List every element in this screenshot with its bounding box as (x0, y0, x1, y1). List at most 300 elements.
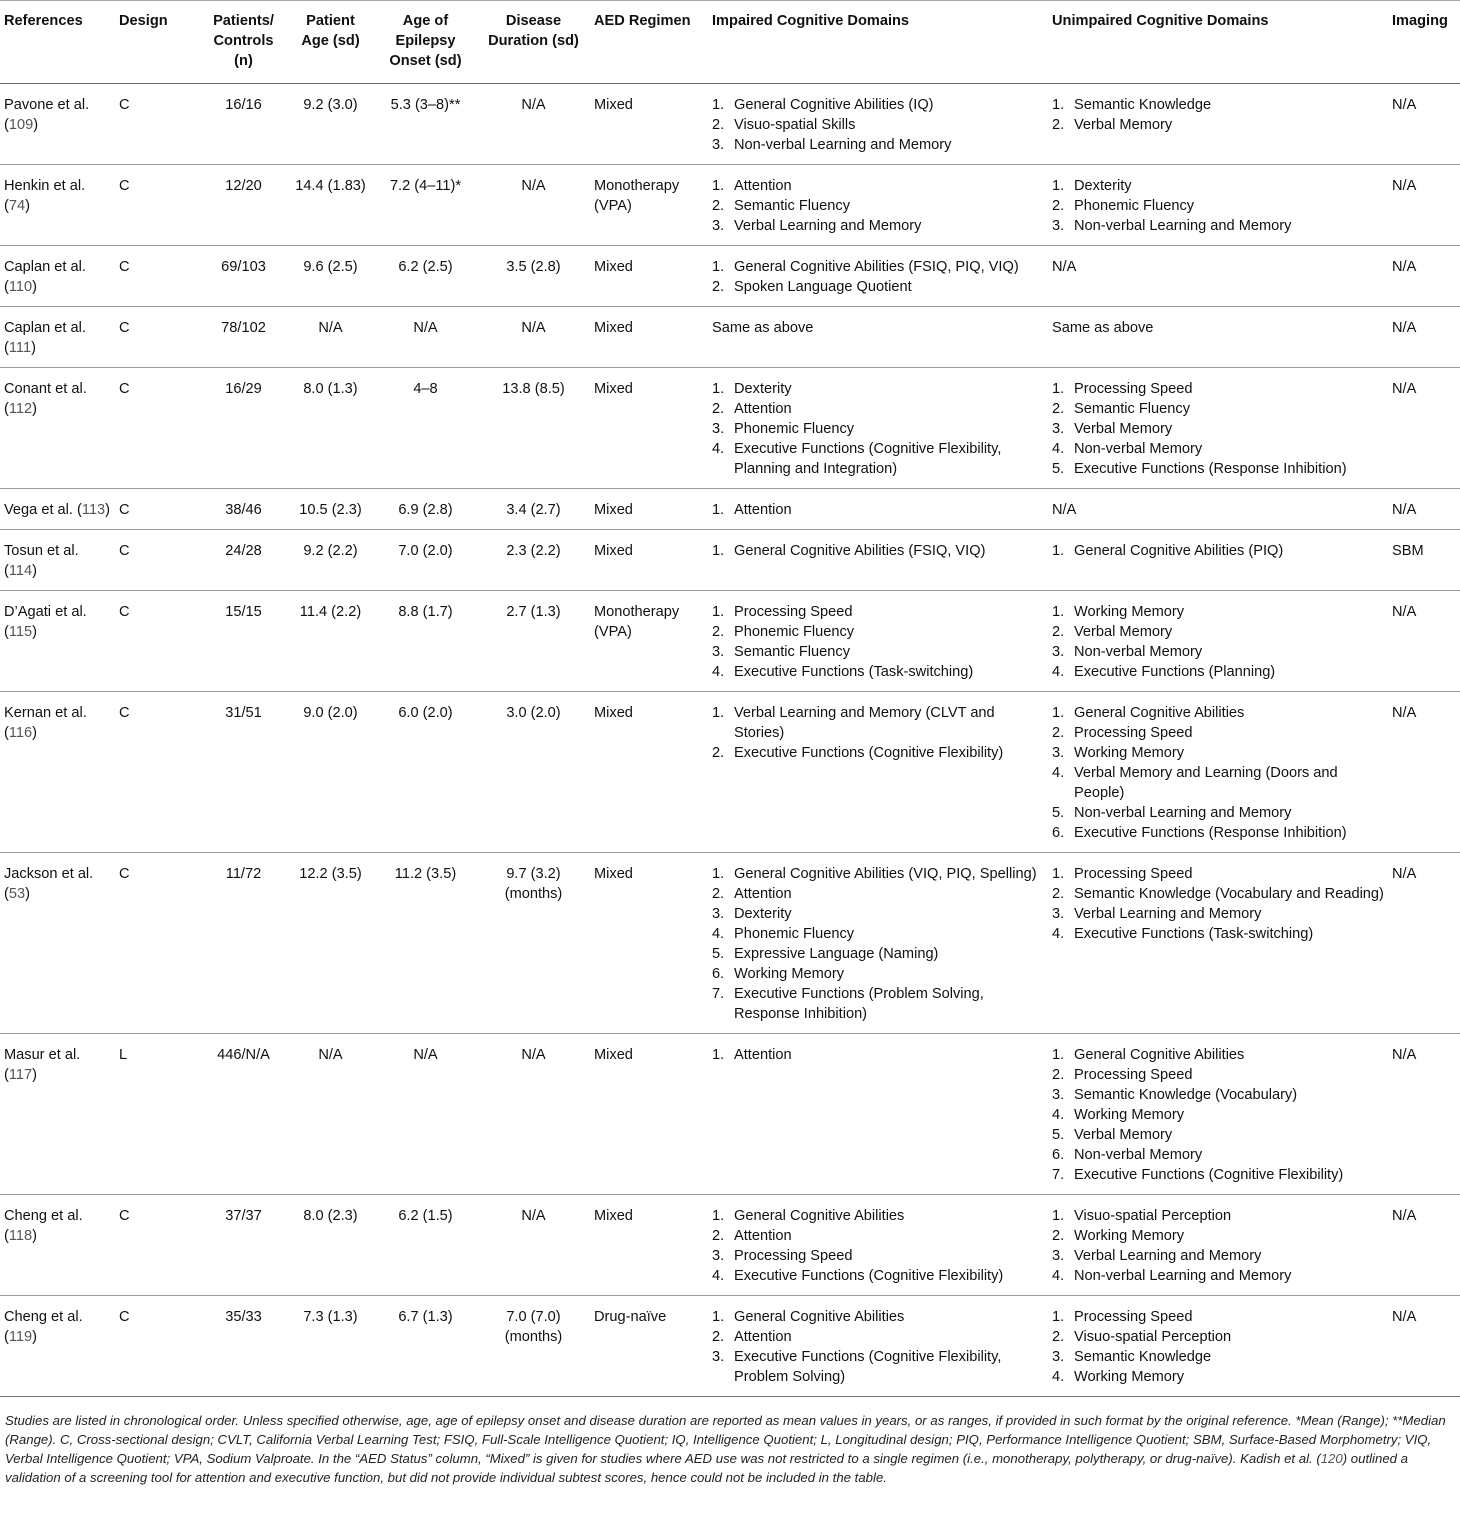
list-item (1052, 459, 1384, 479)
list-item-number: 3. (1052, 644, 1065, 660)
list-item (1052, 864, 1384, 884)
list-item-text: Processing Speed (1074, 1309, 1193, 1325)
list-item-text: Attention (734, 502, 792, 518)
list-item-text: Expressive Language (Naming) (734, 946, 939, 962)
cell-reference: Pavone et al. (109) (0, 84, 115, 165)
reference-link[interactable]: 110 (8, 279, 33, 295)
list-item-number: 3. (712, 218, 725, 234)
list-item (712, 602, 1044, 622)
cell-patients-controls: 69/103 (200, 246, 287, 307)
list-item (712, 379, 1044, 399)
unimpaired-list (1052, 1307, 1384, 1387)
cell-disease-duration: N/A (477, 1195, 590, 1296)
cell-patient-age: 9.2 (3.0) (287, 84, 374, 165)
cell-design: C (115, 1195, 200, 1296)
list-item-text: General Cognitive Abilities (FSIQ, VIQ) (734, 543, 986, 559)
reference-link[interactable]: 112 (8, 401, 33, 417)
list-item (1052, 803, 1384, 823)
list-item (1052, 1125, 1384, 1145)
cell-onset-age: 6.2 (2.5) (374, 246, 477, 307)
list-item-text: Processing Speed (734, 1248, 853, 1264)
list-item (1052, 662, 1384, 682)
list-item-number: 1. (1052, 866, 1065, 882)
unimpaired-list (1052, 864, 1384, 944)
cell-disease-duration: 2.7 (1.3) (477, 591, 590, 692)
list-item (712, 257, 1044, 277)
cell-design: C (115, 530, 200, 591)
impaired-list (712, 541, 1044, 561)
list-item-text: Phonemic Fluency (734, 624, 855, 640)
cell-aed-regimen: Drug-naïve (590, 1296, 708, 1397)
list-item-text: Attention (734, 401, 792, 417)
list-item (712, 924, 1044, 944)
cell-unimpaired-domains (1048, 368, 1388, 489)
list-item-text: Attention (734, 1047, 792, 1063)
author-text: D’Agati et al. (4, 604, 87, 620)
unimpaired-list (1052, 602, 1384, 682)
list-item-number: 4. (1052, 1369, 1065, 1385)
cell-aed-regimen: Mixed (590, 307, 708, 368)
cell-imaging: N/A (1388, 165, 1460, 246)
cell-unimpaired-domains (1048, 84, 1388, 165)
cell-imaging: N/A (1388, 246, 1460, 307)
list-item-text: Semantic Knowledge (Vocabulary) (1074, 1087, 1298, 1103)
list-item-number: 2. (1052, 117, 1065, 133)
table-row (0, 489, 1460, 530)
list-item (1052, 196, 1384, 216)
list-item-number: 3. (1052, 1349, 1065, 1365)
list-item (712, 642, 1044, 662)
cell-imaging: N/A (1388, 853, 1460, 1034)
list-item-number: 3. (712, 906, 725, 922)
reference-link[interactable]: 117 (8, 1067, 33, 1083)
table-row (0, 591, 1460, 692)
unimpaired-list (1052, 703, 1384, 843)
list-item-number: 2. (1052, 1067, 1065, 1083)
list-item-number: 6. (1052, 1147, 1065, 1163)
list-item (712, 115, 1044, 135)
list-item-text: Executive Functions (Response Inhibition) (1074, 461, 1347, 477)
cell-reference: Jackson et al. (53) (0, 853, 115, 1034)
list-item-number: 2. (1052, 401, 1065, 417)
cell-unimpaired-domains: N/A (1048, 489, 1388, 530)
cell-patients-controls: 24/28 (200, 530, 287, 591)
list-item (1052, 1105, 1384, 1125)
list-item (712, 1307, 1044, 1327)
list-item-number: 4. (1052, 765, 1065, 781)
list-item (712, 622, 1044, 642)
cell-patient-age: 9.2 (2.2) (287, 530, 374, 591)
list-item-number: 1. (1052, 543, 1065, 559)
impaired-list (712, 1307, 1044, 1387)
cell-patient-age: 8.0 (2.3) (287, 1195, 374, 1296)
list-item-number: 4. (1052, 1268, 1065, 1284)
list-item-text: Verbal Memory (1074, 624, 1173, 640)
cell-disease-duration: N/A (477, 165, 590, 246)
list-item-text: Executive Functions (Cognitive Flexibility, Planning and Integration) (734, 441, 1002, 477)
reference-link[interactable]: 74 (8, 198, 26, 214)
unimpaired-list (1052, 541, 1384, 561)
list-item-text: Phonemic Fluency (734, 421, 855, 437)
list-item (1052, 703, 1384, 723)
list-item (712, 1045, 1044, 1065)
list-item (1052, 743, 1384, 763)
reference-link[interactable]: 119 (8, 1329, 33, 1345)
list-item-number: 1. (712, 1047, 725, 1063)
list-item (1052, 763, 1384, 803)
list-item (1052, 1307, 1384, 1327)
list-item-text: Executive Functions (Cognitive Flexibility) (734, 1268, 1004, 1284)
list-item-number: 2. (1052, 1228, 1065, 1244)
list-item-text: Dexterity (734, 906, 792, 922)
list-item-number: 2. (712, 401, 725, 417)
list-item-number: 1. (1052, 178, 1065, 194)
author-text: Tosun et al. (4, 543, 79, 559)
list-item-number: 2. (1052, 725, 1065, 741)
cell-design: C (115, 368, 200, 489)
list-item (712, 216, 1044, 236)
cell-patients-controls: 78/102 (200, 307, 287, 368)
cell-disease-duration: 9.7 (3.2) (months) (477, 853, 590, 1034)
cell-reference: Vega et al. (113) (0, 489, 115, 530)
author-text: Cheng et al. (4, 1208, 83, 1224)
list-item-number: 2. (712, 745, 725, 761)
list-item-number: 1. (1052, 1047, 1065, 1063)
list-item-text: Processing Speed (1074, 381, 1193, 397)
cell-design: C (115, 165, 200, 246)
cell-onset-age: N/A (374, 1034, 477, 1195)
reference-link[interactable]: 111 (8, 340, 32, 356)
cell-reference: Conant et al. (112) (0, 368, 115, 489)
unimpaired-list (1052, 379, 1384, 479)
impaired-list (712, 257, 1044, 297)
cell-reference: Tosun et al. (114) (0, 530, 115, 591)
list-item-number: 4. (1052, 441, 1065, 457)
list-item-text: Verbal Learning and Memory (CLVT and Stories) (734, 705, 995, 741)
cell-imaging: N/A (1388, 307, 1460, 368)
cell-onset-age: 8.8 (1.7) (374, 591, 477, 692)
list-item-number: 1. (712, 1309, 725, 1325)
list-item (1052, 622, 1384, 642)
list-item-number: 1. (712, 178, 725, 194)
list-item (712, 1206, 1044, 1226)
cell-imaging: SBM (1388, 530, 1460, 591)
list-item-text: Executive Functions (Task-switching) (1074, 926, 1314, 942)
list-item-number: 2. (712, 117, 725, 133)
header-references: References (0, 1, 115, 84)
author-text: Caplan et al. (4, 320, 86, 336)
list-item (1052, 1045, 1384, 1065)
list-item-text: Semantic Fluency (734, 198, 850, 214)
table-row (0, 530, 1460, 591)
list-item-text: Non-verbal Learning and Memory (1074, 805, 1292, 821)
list-item-number: 4. (712, 441, 725, 457)
list-item (1052, 1165, 1384, 1185)
list-item-number: 4. (712, 926, 725, 942)
table-footnote (0, 1397, 1460, 1487)
list-item-number: 2. (712, 279, 725, 295)
unimpaired-list (1052, 1206, 1384, 1286)
cell-design: C (115, 591, 200, 692)
list-item (712, 1266, 1044, 1286)
cell-impaired-domains (708, 1296, 1048, 1397)
list-item (712, 743, 1044, 763)
cell-reference: Henkin et al. (74) (0, 165, 115, 246)
cell-disease-duration: 3.0 (2.0) (477, 692, 590, 853)
cell-imaging: N/A (1388, 368, 1460, 489)
cell-imaging: N/A (1388, 1034, 1460, 1195)
cell-imaging: N/A (1388, 692, 1460, 853)
table-row (0, 1296, 1460, 1397)
cell-impaired-domains (708, 246, 1048, 307)
list-item (712, 884, 1044, 904)
list-item-number: 2. (712, 624, 725, 640)
cell-disease-duration: N/A (477, 307, 590, 368)
list-item-number: 5. (1052, 461, 1065, 477)
cell-impaired-domains (708, 692, 1048, 853)
list-item-number: 4. (712, 1268, 725, 1284)
author-text: Henkin et al. (4, 178, 86, 194)
list-item-number: 1. (712, 502, 725, 518)
cell-onset-age: 7.0 (2.0) (374, 530, 477, 591)
table-row (0, 692, 1460, 853)
list-item-text: Processing Speed (1074, 725, 1193, 741)
list-item-text: General Cognitive Abilities (734, 1208, 905, 1224)
list-item (1052, 379, 1384, 399)
list-item (1052, 541, 1384, 561)
list-item-text: Semantic Fluency (734, 644, 850, 660)
list-item (712, 419, 1044, 439)
cell-patients-controls: 31/51 (200, 692, 287, 853)
table-row (0, 307, 1460, 368)
impaired-list (712, 379, 1044, 479)
list-item (712, 904, 1044, 924)
cell-unimpaired-domains (1048, 853, 1388, 1034)
footnote-reference-link[interactable]: 120 (1320, 1451, 1343, 1466)
list-item (1052, 602, 1384, 622)
list-item-text: Visuo-spatial Perception (1074, 1329, 1232, 1345)
cell-disease-duration: N/A (477, 84, 590, 165)
cell-unimpaired-domains (1048, 530, 1388, 591)
cell-aed-regimen: Mixed (590, 368, 708, 489)
table-row (0, 853, 1460, 1034)
cell-unimpaired-domains (1048, 1034, 1388, 1195)
list-item-text: Non-verbal Memory (1074, 441, 1203, 457)
list-item-text: Non-verbal Learning and Memory (734, 137, 952, 153)
cell-aed-regimen: Monotherapy (VPA) (590, 165, 708, 246)
cell-onset-age: N/A (374, 307, 477, 368)
list-item-number: 1. (712, 705, 725, 721)
list-item-number: 3. (712, 644, 725, 660)
cell-patients-controls: 35/33 (200, 1296, 287, 1397)
list-item-number: 7. (1052, 1167, 1065, 1183)
cell-disease-duration: 3.5 (2.8) (477, 246, 590, 307)
list-item (1052, 1266, 1384, 1286)
header-aed-regimen: AED Regimen (590, 1, 708, 84)
list-item (1052, 1226, 1384, 1246)
list-item-text: General Cognitive Abilities (1074, 705, 1245, 721)
cell-disease-duration: 13.8 (8.5) (477, 368, 590, 489)
reference-link[interactable]: 115 (8, 624, 33, 640)
list-item-number: 3. (712, 1349, 725, 1365)
cell-onset-age: 4–8 (374, 368, 477, 489)
list-item (1052, 1327, 1384, 1347)
list-item-text: Attention (734, 1228, 792, 1244)
cell-onset-age: 5.3 (3–8)** (374, 84, 477, 165)
list-item-number: 2. (712, 198, 725, 214)
cell-onset-age: 6.0 (2.0) (374, 692, 477, 853)
cell-onset-age: 11.2 (3.5) (374, 853, 477, 1034)
list-item (1052, 419, 1384, 439)
list-item-text: Dexterity (1074, 178, 1132, 194)
unimpaired-list (1052, 95, 1384, 135)
cell-impaired-domains (708, 853, 1048, 1034)
footnote-text-2: ) outlined a validation of a screening tool for attention and executive function, but did not provide individual subtest scores, hence could not be included in the table. (5, 1451, 1408, 1485)
list-item-text: Working Memory (734, 966, 845, 982)
list-item-text: General Cognitive Abilities (PIQ) (1074, 543, 1284, 559)
list-item-number: 2. (1052, 198, 1065, 214)
list-item (712, 984, 1044, 1024)
list-item-text: General Cognitive Abilities (734, 1309, 905, 1325)
cell-design: L (115, 1034, 200, 1195)
author-text: Vega et al. (4, 502, 73, 518)
cell-patient-age: 8.0 (1.3) (287, 368, 374, 489)
footnote-text-1: Studies are listed in chronological order. Unless specified otherwise, age, age of epilepsy onset and disease duration are reported as mean values in years, or as ranges, if provided in such format by the original reference. *Mean (Range); **Median (Range). C, Cross-sectional design; CVLT, California Verbal Learning Test; FSIQ, Full-Scale Intelligence Quotient; IQ, Intelligence Quotient; L, Longitudinal design; PIQ, Performance Intelligence Quotient; SBM, Surface-Based Morphometry; VIQ, Verbal Intelligence Quotient; VPA, Sodium Valproate. In the “AED Status” column, “Mixed” is given for studies where AED use was not restricted to a single regimen (i.e., monotherapy, polytherapy, or drug-naïve). Kadish et al. ( (5, 1413, 1446, 1466)
list-item (1052, 216, 1384, 236)
list-item-text: Executive Functions (Response Inhibition) (1074, 825, 1347, 841)
list-item-text: Verbal Learning and Memory (734, 218, 922, 234)
list-item-text: Verbal Memory (1074, 117, 1173, 133)
cell-patient-age: 9.0 (2.0) (287, 692, 374, 853)
header-disease-duration: Disease Duration (sd) (477, 1, 590, 84)
list-item (712, 1246, 1044, 1266)
list-item-number: 4. (712, 664, 725, 680)
list-item-text: General Cognitive Abilities (1074, 1047, 1245, 1063)
list-item-number: 3. (1052, 745, 1065, 761)
impaired-list (712, 176, 1044, 236)
table-body (0, 84, 1460, 1397)
cell-unimpaired-domains (1048, 165, 1388, 246)
reference-link[interactable]: 114 (8, 563, 33, 579)
cell-reference: Caplan et al. (110) (0, 246, 115, 307)
list-item-text: Phonemic Fluency (734, 926, 855, 942)
list-item-text: Verbal Learning and Memory (1074, 1248, 1262, 1264)
cell-reference: Cheng et al. (119) (0, 1296, 115, 1397)
cell-unimpaired-domains (1048, 591, 1388, 692)
list-item-number: 2. (712, 1228, 725, 1244)
list-item-number: 3. (1052, 421, 1065, 437)
list-item-number: 3. (1052, 906, 1065, 922)
cell-aed-regimen: Mixed (590, 489, 708, 530)
cell-imaging: N/A (1388, 1195, 1460, 1296)
list-item-text: Executive Functions (Cognitive Flexibility) (734, 745, 1004, 761)
reference-link[interactable]: 118 (8, 1228, 33, 1244)
list-item-text: Phonemic Fluency (1074, 198, 1195, 214)
cell-design: C (115, 246, 200, 307)
cell-aed-regimen: Mixed (590, 853, 708, 1034)
cell-aed-regimen: Mixed (590, 84, 708, 165)
list-item-text: Executive Functions (Planning) (1074, 664, 1276, 680)
cell-onset-age: 6.9 (2.8) (374, 489, 477, 530)
header-row (0, 1, 1460, 84)
reference-link[interactable]: 53 (8, 886, 26, 902)
cell-impaired-domains (708, 1195, 1048, 1296)
cell-patients-controls: 37/37 (200, 1195, 287, 1296)
list-item-number: 6. (712, 966, 725, 982)
cell-design: C (115, 692, 200, 853)
list-item-text: Verbal Learning and Memory (1074, 906, 1262, 922)
list-item (712, 944, 1044, 964)
list-item-text: Working Memory (1074, 745, 1185, 761)
cell-aed-regimen: Mixed (590, 1034, 708, 1195)
cell-disease-duration: N/A (477, 1034, 590, 1195)
author-text: Caplan et al. (4, 259, 86, 275)
list-item-number: 1. (1052, 705, 1065, 721)
list-item-number: 2. (712, 1329, 725, 1345)
author-text: Masur et al. (4, 1047, 81, 1063)
cell-patients-controls: 446/N/A (200, 1034, 287, 1195)
cell-onset-age: 7.2 (4–11)* (374, 165, 477, 246)
cell-reference: Kernan et al. (116) (0, 692, 115, 853)
cell-unimpaired-domains (1048, 1296, 1388, 1397)
cell-design: C (115, 1296, 200, 1397)
cell-disease-duration: 7.0 (7.0) (months) (477, 1296, 590, 1397)
impaired-list (712, 1206, 1044, 1286)
list-item-text: General Cognitive Abilities (VIQ, PIQ, Spelling) (734, 866, 1037, 882)
list-item (1052, 904, 1384, 924)
cell-patients-controls: 38/46 (200, 489, 287, 530)
list-item-text: General Cognitive Abilities (IQ) (734, 97, 934, 113)
cell-impaired-domains (708, 368, 1048, 489)
cell-design: C (115, 853, 200, 1034)
header-onset-age: Age of Epilepsy Onset (sd) (374, 1, 477, 84)
reference-link[interactable]: 109 (8, 117, 34, 133)
list-item-text: Non-verbal Memory (1074, 644, 1203, 660)
reference-link[interactable]: 116 (8, 725, 33, 741)
list-item-number: 3. (712, 421, 725, 437)
list-item (712, 662, 1044, 682)
list-item (1052, 1367, 1384, 1387)
table-row (0, 246, 1460, 307)
list-item (1052, 1246, 1384, 1266)
list-item (712, 277, 1044, 297)
list-item-number: 5. (1052, 805, 1065, 821)
list-item-number: 3. (1052, 218, 1065, 234)
list-item-number: 2. (1052, 1329, 1065, 1345)
cell-aed-regimen: Mixed (590, 692, 708, 853)
table-row (0, 165, 1460, 246)
list-item-number: 5. (712, 946, 725, 962)
list-item-number: 1. (1052, 97, 1065, 113)
cell-imaging: N/A (1388, 84, 1460, 165)
unimpaired-list (1052, 1045, 1384, 1185)
list-item-text: Executive Functions (Task-switching) (734, 664, 974, 680)
cell-patients-controls: 12/20 (200, 165, 287, 246)
reference-link[interactable]: 113 (81, 502, 106, 518)
list-item-number: 2. (1052, 624, 1065, 640)
author-text: Conant et al. (4, 381, 87, 397)
impaired-list (712, 95, 1044, 155)
author-text: Jackson et al. (4, 866, 94, 882)
cell-impaired-domains (708, 1034, 1048, 1195)
list-item-text: Working Memory (1074, 1369, 1185, 1385)
list-item (1052, 95, 1384, 115)
cell-design: C (115, 84, 200, 165)
cell-onset-age: 6.2 (1.5) (374, 1195, 477, 1296)
cell-aed-regimen: Monotherapy (VPA) (590, 591, 708, 692)
list-item-number: 1. (712, 543, 725, 559)
header-patients-controls: Patients/ Controls (n) (200, 1, 287, 84)
